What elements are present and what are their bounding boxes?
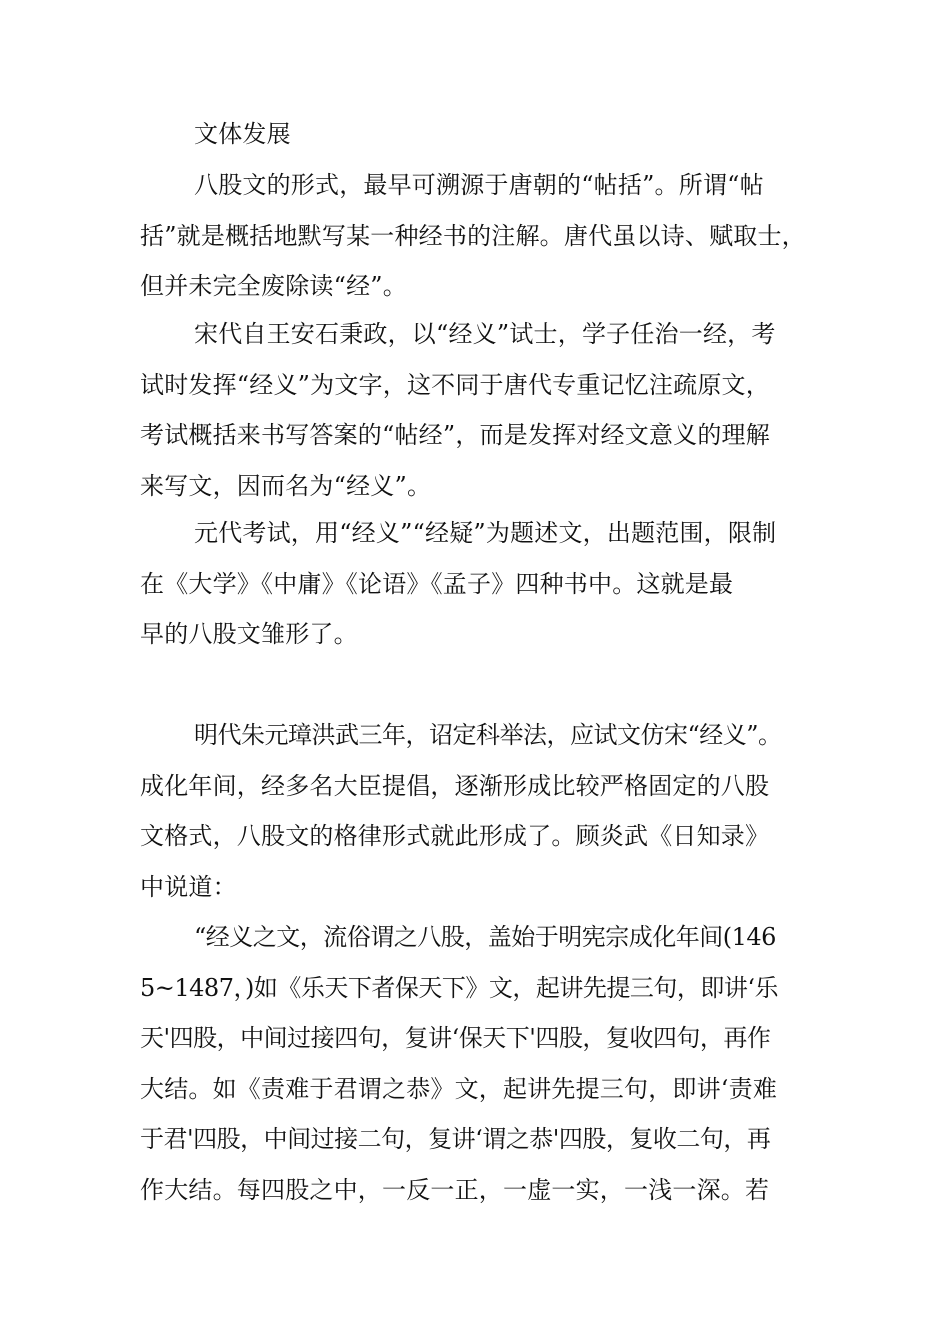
paragraph-3 [140, 508, 840, 660]
paragraph-1 [140, 160, 840, 312]
paragraph-line: 天'四股，中间过接四句，复讲‘保天下'四股，复收四句，再作 [140, 1024, 771, 1052]
paragraph-line: 早的八股文雏形了。 [140, 620, 358, 648]
paragraph-line: 括”就是概括地默写某一种经书的注解。唐代虽以诗、赋取士， [140, 221, 806, 250]
paragraph-line: 元代考试，用“经义”“经疑”为题述文，出题范围，限制 [194, 519, 777, 547]
paragraph-line: 明代朱元璋洪武三年，诏定科举法，应试文仿宋“经义”。 [194, 721, 782, 749]
paragraph-line: 八股文的形式，最早可溯源于唐朝的“帖括”。所谓“帖 [194, 171, 764, 199]
paragraph-line: 在《大学》《中庸》《论语》《孟子》四种书中。这就是最 [140, 569, 734, 598]
paragraph-line: 5~1487，)如《乐天下者保天下》文，起讲先提三句，即讲‘乐 [140, 973, 778, 1002]
paragraph-2 [140, 309, 840, 511]
section-heading-block [140, 109, 840, 160]
paragraph-line: 文格式，八股文的格律形式就此形成了。顾炎武《日知录》 [140, 822, 770, 850]
paragraph-line: 成化年间，经多名大臣提倡，逐渐形成比较严格固定的八股 [140, 771, 770, 800]
paragraph-line: 宋代自王安石秉政，以“经义”试士，学子任治一经，考 [194, 320, 776, 348]
paragraph-line: “经义之文，流俗谓之八股，盖始于明宪宗成化年间(146 [194, 923, 776, 951]
paragraph-line: 中说道： [140, 872, 237, 901]
paragraph-line: 大结。如《责难于君谓之恭》文，起讲先提三句，即讲‘责难 [140, 1074, 778, 1103]
paragraph-4 [140, 710, 840, 912]
section-heading: 文体发展 [194, 120, 291, 148]
paragraph-line: 试时发挥“经义”为文字，这不同于唐代专重记忆注疏原文， [140, 370, 770, 399]
paragraph-5-quote [140, 912, 840, 1215]
paragraph-line: 但并未完全废除读“经”。 [140, 272, 407, 300]
paragraph-line: 来写文，因而名为“经义”。 [140, 471, 432, 500]
paragraph-line: 作大结。每四股之中，一反一正，一虚一实，一浅一深。若 [140, 1175, 770, 1204]
paragraph-line: 考试概括来书写答案的“帖经”，而是发挥对经文意义的理解 [140, 421, 770, 449]
paragraph-line: 于君'四股，中间过接二句，复讲‘谓之恭'四股，复收二句，再 [140, 1125, 771, 1153]
